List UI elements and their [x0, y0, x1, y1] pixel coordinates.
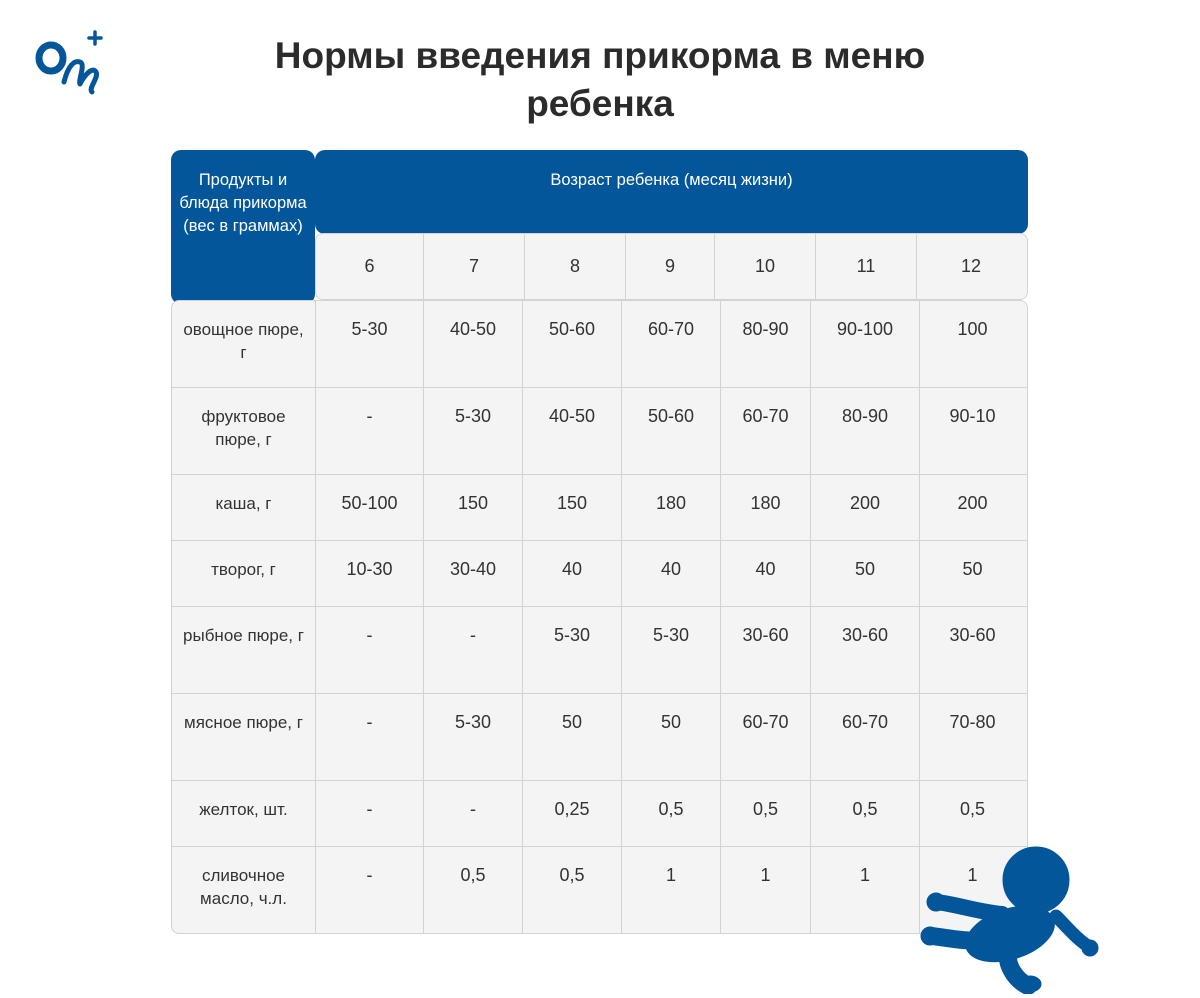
table-cell: 60-70 — [622, 301, 721, 387]
table-cell: 50 — [523, 694, 622, 780]
table-cell: 1 — [622, 847, 721, 933]
table-cell: 90-10 — [949, 406, 996, 426]
month-header-cell: 6 — [316, 234, 424, 299]
table-row — [172, 388, 1027, 475]
month-header-row — [315, 233, 1028, 300]
table-cell: - — [316, 847, 424, 933]
table-cell: - — [424, 607, 523, 693]
table-row — [172, 475, 1027, 541]
table-cell: 5-30 — [523, 607, 622, 693]
table-cell: 100 — [957, 319, 988, 339]
table-row — [172, 781, 1027, 847]
row-label: сливочное масло, ч.л. — [172, 847, 316, 933]
table-row — [172, 541, 1027, 607]
table-cell: 60-70 — [721, 388, 811, 474]
table-cell: 0,5 — [959, 799, 986, 819]
table-cell: 70-80 — [949, 712, 996, 732]
table-row — [172, 847, 1027, 933]
table-cell: 200 — [957, 493, 988, 513]
table-cell: 10-30 — [316, 541, 424, 606]
feeding-norms-table — [171, 300, 1028, 934]
table-cell: 30-60 — [811, 607, 920, 693]
table-cell: 50-100 — [316, 475, 424, 540]
table-cell: 40 — [622, 541, 721, 606]
table-cell: 150 — [424, 475, 523, 540]
table-cell: 1 — [811, 847, 920, 933]
table-cell: 5-30 — [424, 694, 523, 780]
table-cell: 50-60 — [622, 388, 721, 474]
products-header: Продукты и блюда прикорма (вес в граммах) — [171, 150, 315, 304]
table-cell: 5-30 — [316, 301, 424, 387]
table-cell: 40 — [523, 541, 622, 606]
table-cell: 200 — [811, 475, 920, 540]
table-cell: 50-60 — [523, 301, 622, 387]
table-cell: 40-50 — [523, 388, 622, 474]
table-cell: 50 — [811, 541, 920, 606]
table-cell: 40 — [721, 541, 811, 606]
table-cell: 0,5 — [721, 781, 811, 846]
table-cell: 0,5 — [811, 781, 920, 846]
table-cell: - — [316, 388, 424, 474]
table-row — [172, 694, 1027, 781]
month-header-cell: 8 — [525, 234, 626, 299]
row-label: каша, г — [172, 475, 316, 540]
table-cell: 80-90 — [811, 388, 920, 474]
month-header-cell: 9 — [626, 234, 715, 299]
age-header: Возраст ребенка (месяц жизни) — [315, 150, 1028, 234]
table-cell: - — [316, 781, 424, 846]
row-label: творог, г — [172, 541, 316, 606]
row-label: желток, шт. — [172, 781, 316, 846]
page-title: Нормы введения прикорма в меню ребенка — [274, 35, 926, 124]
table-row — [172, 301, 1027, 388]
table-cell: 180 — [622, 475, 721, 540]
table-cell: 30-40 — [424, 541, 523, 606]
table-cell: 1 — [721, 847, 811, 933]
crawling-baby-icon — [918, 842, 1100, 994]
month-header-cell: 7 — [424, 234, 525, 299]
table-cell: - — [316, 694, 424, 780]
table-cell: 50 — [622, 694, 721, 780]
brand-logo-icon — [34, 30, 106, 96]
month-header-cell: 11 — [816, 234, 917, 299]
table-cell: 50 — [962, 559, 983, 579]
table-cell: 1 — [967, 865, 978, 885]
month-header-cell: 12 — [960, 256, 982, 276]
table-cell: 0,5 — [622, 781, 721, 846]
table-cell: - — [424, 781, 523, 846]
table-cell: 30-60 — [721, 607, 811, 693]
table-cell: 5-30 — [424, 388, 523, 474]
row-label: фруктовое пюре, г — [172, 388, 316, 474]
table-cell: 40-50 — [424, 301, 523, 387]
table-cell: 80-90 — [721, 301, 811, 387]
table-cell: 60-70 — [721, 694, 811, 780]
row-label: рыбное пюре, г — [172, 607, 316, 693]
table-cell: 0,5 — [523, 847, 622, 933]
table-cell: 60-70 — [811, 694, 920, 780]
table-cell: 150 — [523, 475, 622, 540]
row-label: мясное пюре, г — [172, 694, 316, 780]
row-label: овощное пюре, г — [172, 301, 316, 387]
table-cell: 5-30 — [622, 607, 721, 693]
table-cell: - — [316, 607, 424, 693]
table-cell: 180 — [721, 475, 811, 540]
table-row — [172, 607, 1027, 694]
table-cell: 30-60 — [949, 625, 996, 645]
table-cell: 90-100 — [811, 301, 920, 387]
month-header-cell: 10 — [715, 234, 816, 299]
table-cell: 0,25 — [523, 781, 622, 846]
table-cell: 0,5 — [424, 847, 523, 933]
